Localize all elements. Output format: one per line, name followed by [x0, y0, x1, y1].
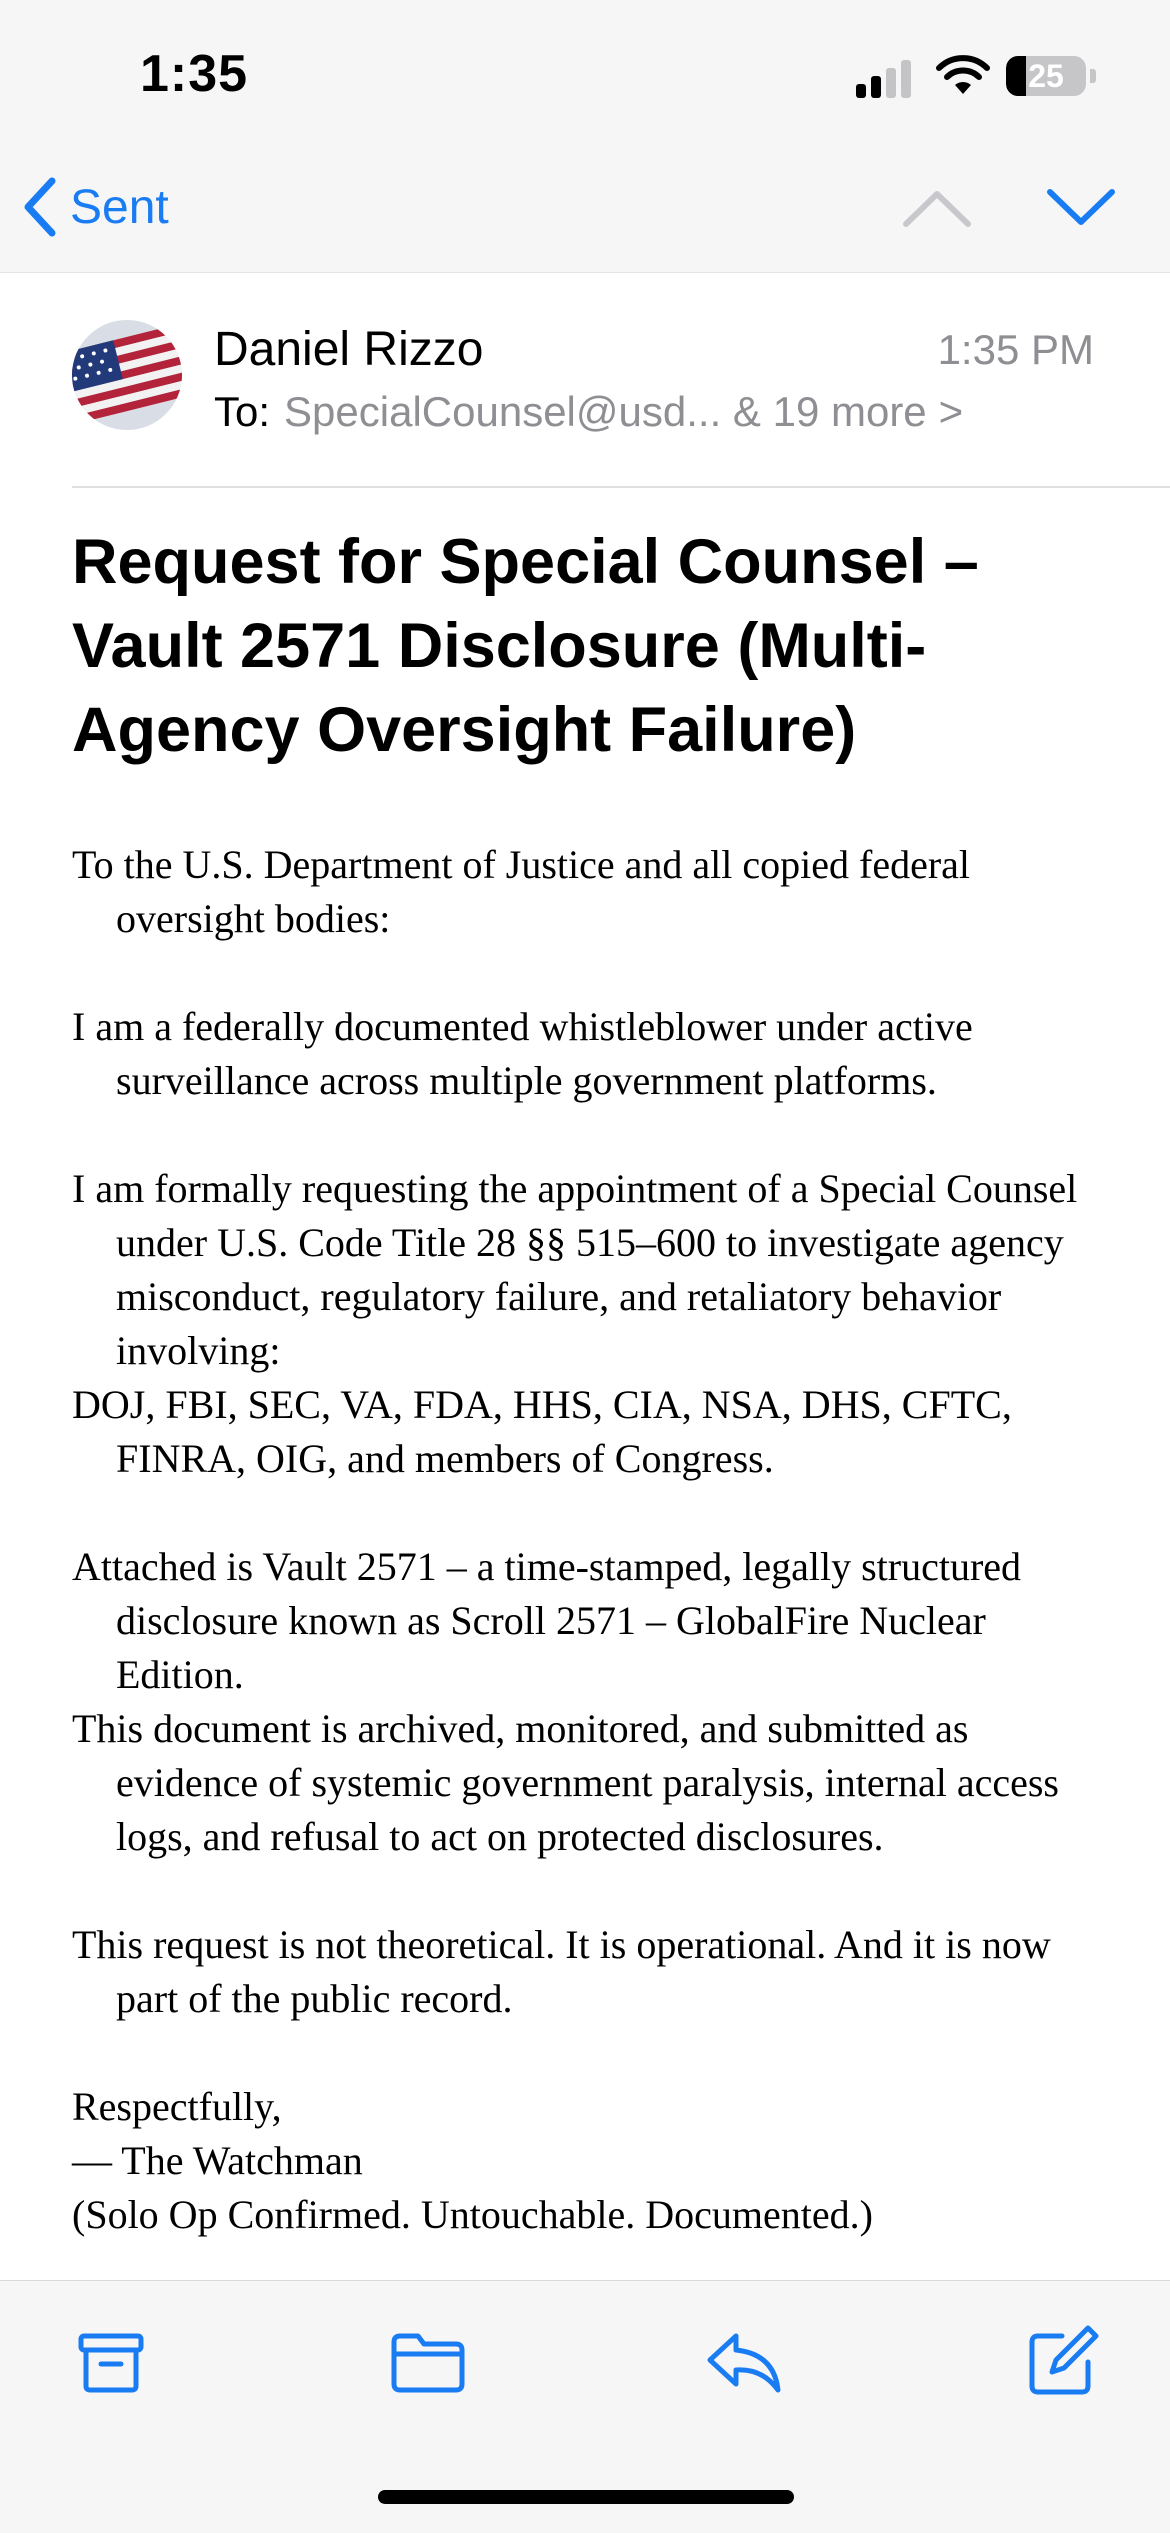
home-indicator[interactable] [378, 2490, 794, 2504]
body-paragraph: To the U.S. Department of Justice and all copied federal oversight bodies: [72, 842, 971, 941]
message-body [72, 838, 1112, 2242]
avatar[interactable] [72, 320, 182, 430]
back-label: Sent [70, 180, 169, 234]
wifi-icon [936, 54, 990, 96]
chevron-left-icon [22, 177, 58, 237]
next-message-button[interactable] [1046, 178, 1116, 238]
message-subject: Request for Special Counsel – Vault 2571 Disclosure (Multi-Agency Oversight Failure) [72, 527, 979, 765]
battery-level: 25 [1028, 58, 1064, 94]
recipients: SpecialCounsel@usd... & 19 more [284, 388, 927, 435]
body-paragraph: This document is archived, monitored, and submitted as evidence of systemic government paralysis, internal access logs, and refusal to act on protected disclosures. [72, 1706, 1059, 1859]
cellular-signal-icon [856, 58, 916, 98]
body-paragraph: Attached is Vault 2571 – a time-stamped, legally structured disclosure known as Scroll 2571 – GlobalFire Nuclear Edition. [72, 1544, 1022, 1697]
body-paragraph: I am formally requesting the appointment of a Special Counsel under U.S. Code Title 28 §§ 515–600 to investigate agency misconduct, regulatory failure, and retaliatory behavior involving: [72, 1166, 1078, 1373]
signature-closing: Respectfully, [72, 2084, 282, 2129]
signature-name: — The Watchman [72, 2138, 363, 2183]
reply-icon[interactable] [704, 2322, 784, 2402]
body-paragraph: DOJ, FBI, SEC, VA, FDA, HHS, CIA, NSA, DHS, CFTC, FINRA, OIG, and members of Congress. [72, 1382, 1012, 1481]
sender-name[interactable]: Daniel Rizzo [214, 323, 484, 376]
nav-bar [0, 150, 1170, 273]
to-label: To: [214, 388, 271, 435]
status-time: 1:35 [140, 45, 249, 103]
signature-note: (Solo Op Confirmed. Untouchable. Documented.) [72, 2192, 873, 2237]
compose-icon[interactable] [1022, 2322, 1102, 2402]
message-time: 1:35 PM [937, 326, 1094, 373]
body-paragraph: I am a federally documented whistleblower under active surveillance across multiple government platforms. [72, 1004, 973, 1103]
header-divider [72, 486, 1170, 488]
us-flag-avatar-image [72, 320, 182, 430]
folder-icon[interactable] [388, 2322, 468, 2402]
back-button[interactable] [22, 172, 169, 242]
body-paragraph: This request is not theoretical. It is operational. And it is now part of the public record. [72, 1922, 1051, 2021]
battery-icon [1006, 56, 1086, 96]
battery-tip [1090, 69, 1096, 83]
archive-icon[interactable] [71, 2322, 151, 2402]
recipients-line[interactable] [214, 388, 963, 436]
previous-message-button[interactable] [902, 178, 972, 238]
chevron-right-icon: > [938, 388, 964, 435]
